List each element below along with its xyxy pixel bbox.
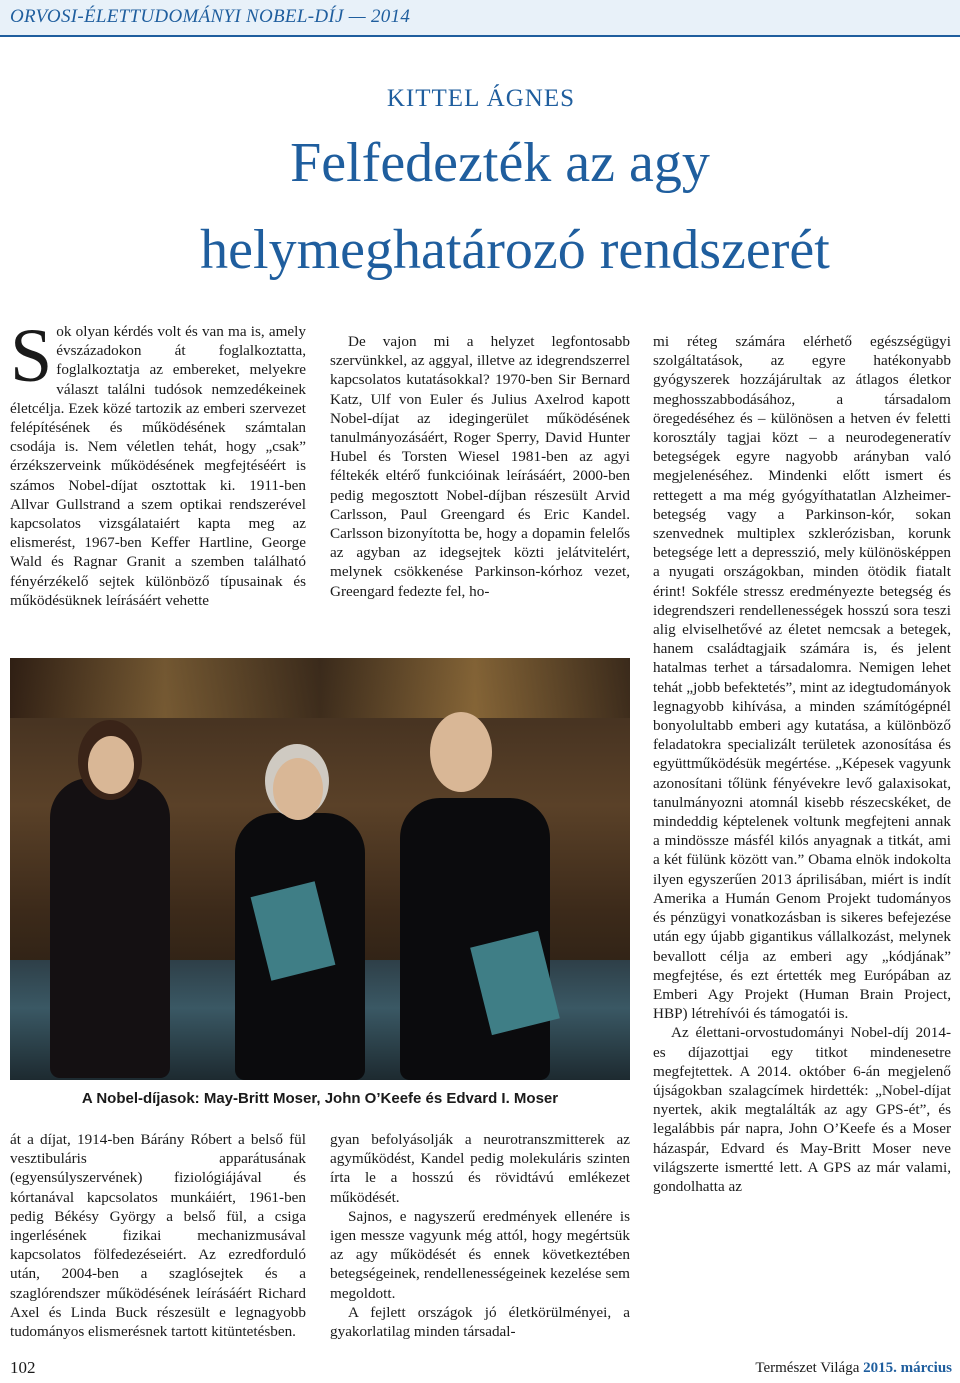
column-1-bottom-paragraph: át a díjat, 1914-ben Bárány Róbert a belső fül vesztibuláris apparátusának (egyensúlyszervének) fiziológiájával és kórtanával kapcsolatos munkáiért, 1961-ben pedig Békésy György a belső fül, a csiga ingerlésének fizikai mechanizmusával kapcsolatos fölfedezéseiért. Az ezredforduló után, 2004-ben a szaglósejtek és a szaglórendszer működésének leírásáért Richard Axel és Linda Buck részesült e legnagyobb tudományos elismerésnek tartott kitüntetésben.	[10, 1131, 306, 1341]
column-3-paragraph-1: mi réteg számára elérhető egészségügyi szolgáltatások, az egyre hatékonyabb gyógyszerek hozzájárultak az átlagos életkor meghosszabbodásához, a társadalom öregedéséhez és – különösen a hetven év feletti korosztály tagjai közt – a neurodegeneratív betegségek egyre nagyobb arányban való megjelenéséhez. Mindenki előtt ismert és rettegett a ma még gyógyíthatatlan Alzheimer-betegség vagy a Parkinson-kór, sokan szenvednek multiplex szklerózisban, korunk betegsége lett a depresszió, mely különösképpen a nyugati országokban, minden ötödik fiatalt érint! Sokféle stressz eredményezte betegség és idegrendszeri rendellenességek hosszú sora teszi alig elviselhetővé az életet nemcsak a betegek, hanem családtagjaik számára is, és jelent hatalmas terhet a társadalomra. Nemigen lehet tehát „jobb befektetés”, mint az idegtudományok legnagyobb kihívása, a minden számítógépnél bonyolultabb emberi agy kutatása, a különböző feladatokra specializált területek azonosítása és együttműködésük megértése. „Képesek vagyunk azonosítani tőlünk fényévekre levő galaxisokat, tanulmányozni atomnál kisebb részecskéket, de mindeddig képtelenek voltunk megfejteni annak a mindössze másfél kilós anyagnak a titkát, ami a két fülünk között van.” Obama elnök indokolta ilyen egyszerűen 2013 áprilisában, miért is indít Amerika a Humán Genom Projekt tudományos és pénzügyi vonatkozásban is sikeres befejezése után egy újabb gigantikus vállalkozást, melynek bevallott célja az emberi agy „kódjának” megfejtése, és ezt értették meg Európában az Emberi Agy Projekt (Human Brain Project, HBP) létrehívói és támogatói is.	[653, 333, 951, 1023]
column-3-paragraph-2: Az élettani-orvostudományi Nobel-díj 2014-es díjazottjai egy titkot mindenesetre megfejtettek. A 2014. október 6-án megjelenő újságokban szalagcímek hirdették: „Nobel-díjat nyertek, akik megtalálták az agy GPS-ét”, és legalábbis pár napra, John O’Keefe és a Moser házaspár, Edvard és May-Britt Moser neve világszerte ismertté lett. A GPS az már valami, gondolhatta az	[653, 1024, 951, 1195]
headline-line-1: Felfedezték az agy	[290, 132, 710, 194]
author-name: KITTEL ÁGNES	[386, 85, 575, 112]
column-2-top	[330, 332, 630, 601]
column-2-bottom-paragraph-2: Sajnos, e nagyszerű eredmények ellenére is igen messze vagyunk még attól, hogy megértsük az agy működését és ennek következtében betegségeinek, rendellenességeinek kezelése sem megoldott.	[330, 1207, 630, 1302]
headline-line-2: helymeghatározó rendszerét	[200, 219, 830, 281]
drop-cap: S	[10, 314, 53, 398]
column-1-paragraph: ok olyan kérdés volt és van ma is, amely évszázadokon át foglalkoztatta, foglalkoztatja az embereket, melyekre választ találni tudósok nemzedékeinek életcélja. Ezek közé tartozik az emberi szervezet felépítésének és működésének számtalan csodája is. Nem véletlen tehát, hogy „csak” érzékszerveink működésének megfejtéséért is számos Nobel-díjat osztottak ki. 1911-ben Allvar Gullstrand a szem optikai rendszerével kapcsolatos vizsgálataiért kapta meg az elismerést, 1967-ben Keffer Hartline, George Wald és Ragnar Granit a szemben található fényérzékelő sejtek különböző típusainak és működésüknek leírásáért vehette	[10, 323, 306, 609]
page-number: 102	[10, 1358, 36, 1377]
laureates-photo	[10, 658, 630, 1080]
issue-year: 2015.	[863, 1360, 897, 1376]
column-2-bottom-paragraph-3: A fejlett országok jó életkörülményei, a gyakorlatilag minden társadal-	[330, 1303, 630, 1341]
column-2-bottom	[330, 1130, 630, 1341]
photo-face-middle	[273, 758, 323, 820]
column-2-paragraph: De vajon mi a helyzet legfontosabb szervünkkel, az aggyal, illetve az idegrendszerrel kapcsolatos kutatásokkal? 1970-ben Sir Bernard Katz, Ulf von Euler és Julius Axelrod kapott Nobel-díjat az idegingerület működésének tanulmányozásáért, Roger Sperry, David Hunter Hubel és Torsten Wiesel 1981-ben az agyi féltekék eltérő funkcióinak leírásáért, 2000-ben pedig megosztott Nobel-díjban részesült Arvid Carlsson, Paul Greengard és Eric Kandel. Carlsson bizonyította be, hogy a dopamin felelős az agyban az idegsejtek közti jelátvitelért, melynek csökkenése Parkinson-kórhoz vezet, Greengard fedezte fel, ho-	[330, 333, 630, 600]
issue-month: március	[900, 1360, 952, 1376]
magazine-name: Természet Világa	[755, 1360, 860, 1376]
photo-caption: A Nobel-díjasok: May-Britt Moser, John O’Keefe és Edvard I. Moser	[81, 1090, 559, 1107]
photo-face-left	[88, 736, 134, 794]
column-1-top	[10, 314, 306, 610]
column-1-bottom	[10, 1130, 306, 1341]
section-title: ORVOSI-ÉLETTUDOMÁNYI NOBEL-DÍJ — 2014	[10, 6, 411, 27]
photo-background-lights	[10, 658, 630, 718]
column-3	[653, 332, 951, 1196]
column-2-bottom-paragraph-1: gyan befolyásolják a neurotranszmitterek az agyműködést, Kandel pedig molekuláris szinten írta le a hosszú és rövidtávú emlékezet működését.	[330, 1131, 630, 1206]
footer-magazine	[755, 1360, 952, 1377]
header-rule	[0, 35, 960, 37]
photo-face-right	[430, 712, 492, 792]
photo-figure-left	[50, 778, 170, 1078]
